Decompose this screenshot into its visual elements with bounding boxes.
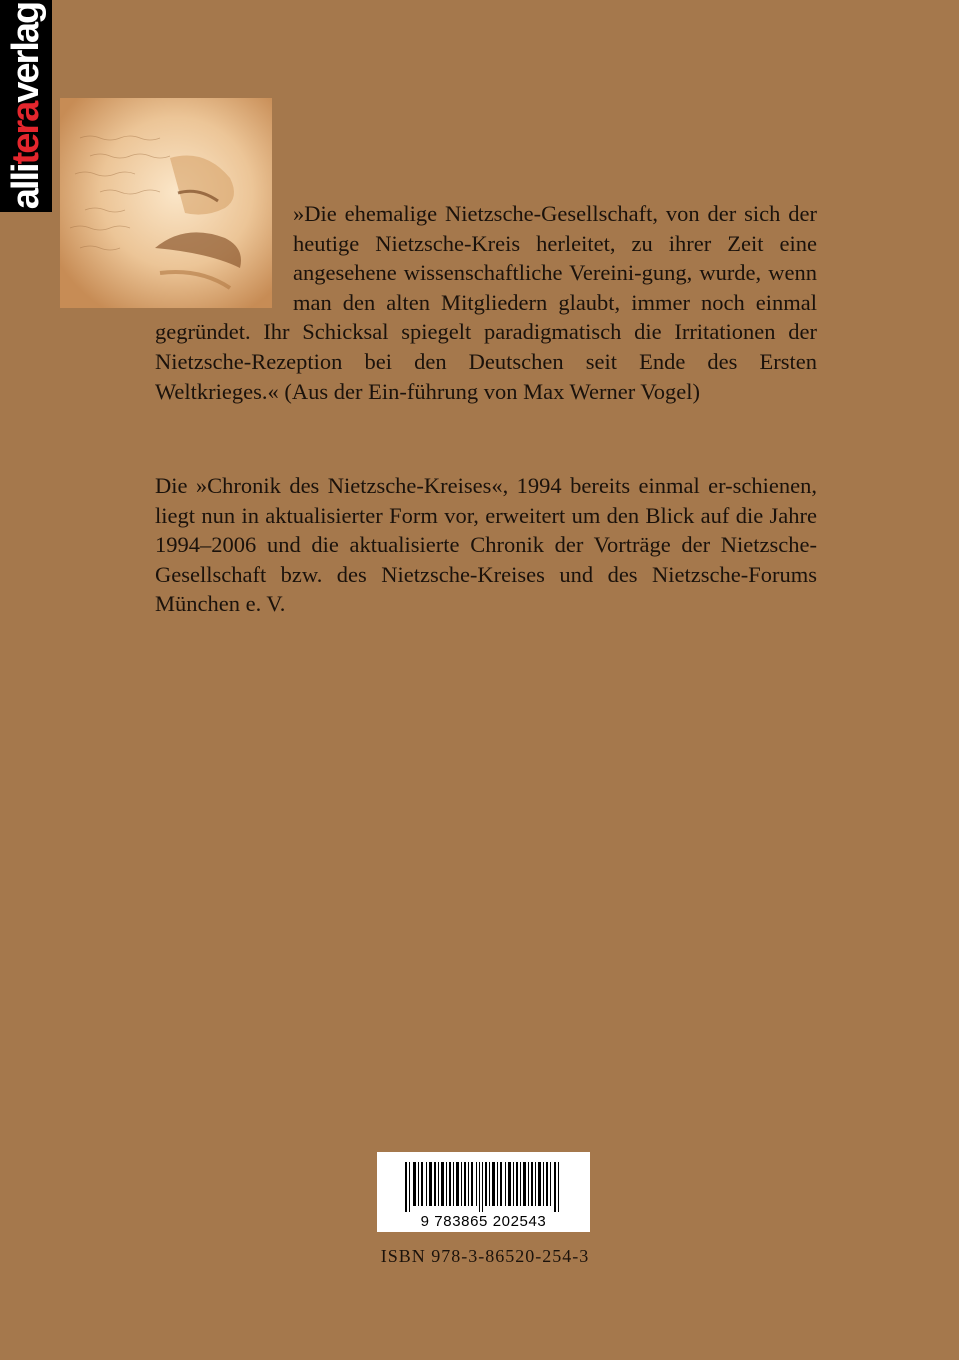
logo-text-tera: tera [5,102,47,165]
barcode-digits: 9 783865 202543 [420,1213,547,1230]
quote-text: »Die ehemalige Nietzsche-Gesellschaft, von der sich der heutige Nietzsche-Kreis herleitet, zu ihrer Zeit eine angesehene wissenschaftliche Vereini-gung, wurde, wenn man den alten Mitgliedern glaubt, immer noch einmal gegründet. Ihr Schicksal spiegelt paradigmatisch die Irritationen der Nietzsche-Rezeption bei den Deutschen seit Ende des Ersten Weltkrieges.« (Aus der Ein-führung von Max Werner Vogel) [155,201,817,404]
description-paragraph: Die »Chronik des Nietzsche-Kreises«, 1994 bereits einmal er-schienen, liegt nun in aktualisierter Form vor, erweitert um den Blick auf die Jahre 1994–2006 und die aktualisierte Chronik der Vorträge der Nietzsche-Gesellschaft bzw. des Nietzsche-Kreises und des Nietzsche-Forums München e. V. [155,473,817,617]
image-float-spacer [155,199,293,315]
logo-text-alli: alli [5,164,47,210]
barcode [377,1152,590,1232]
logo-text-verlag: verlag [5,2,47,103]
isbn-label: ISBN 978-3-86520-254-3 [380,1246,590,1266]
publisher-logo-strip [0,0,52,212]
quote-paragraph [155,199,817,406]
publisher-logo [7,3,45,210]
